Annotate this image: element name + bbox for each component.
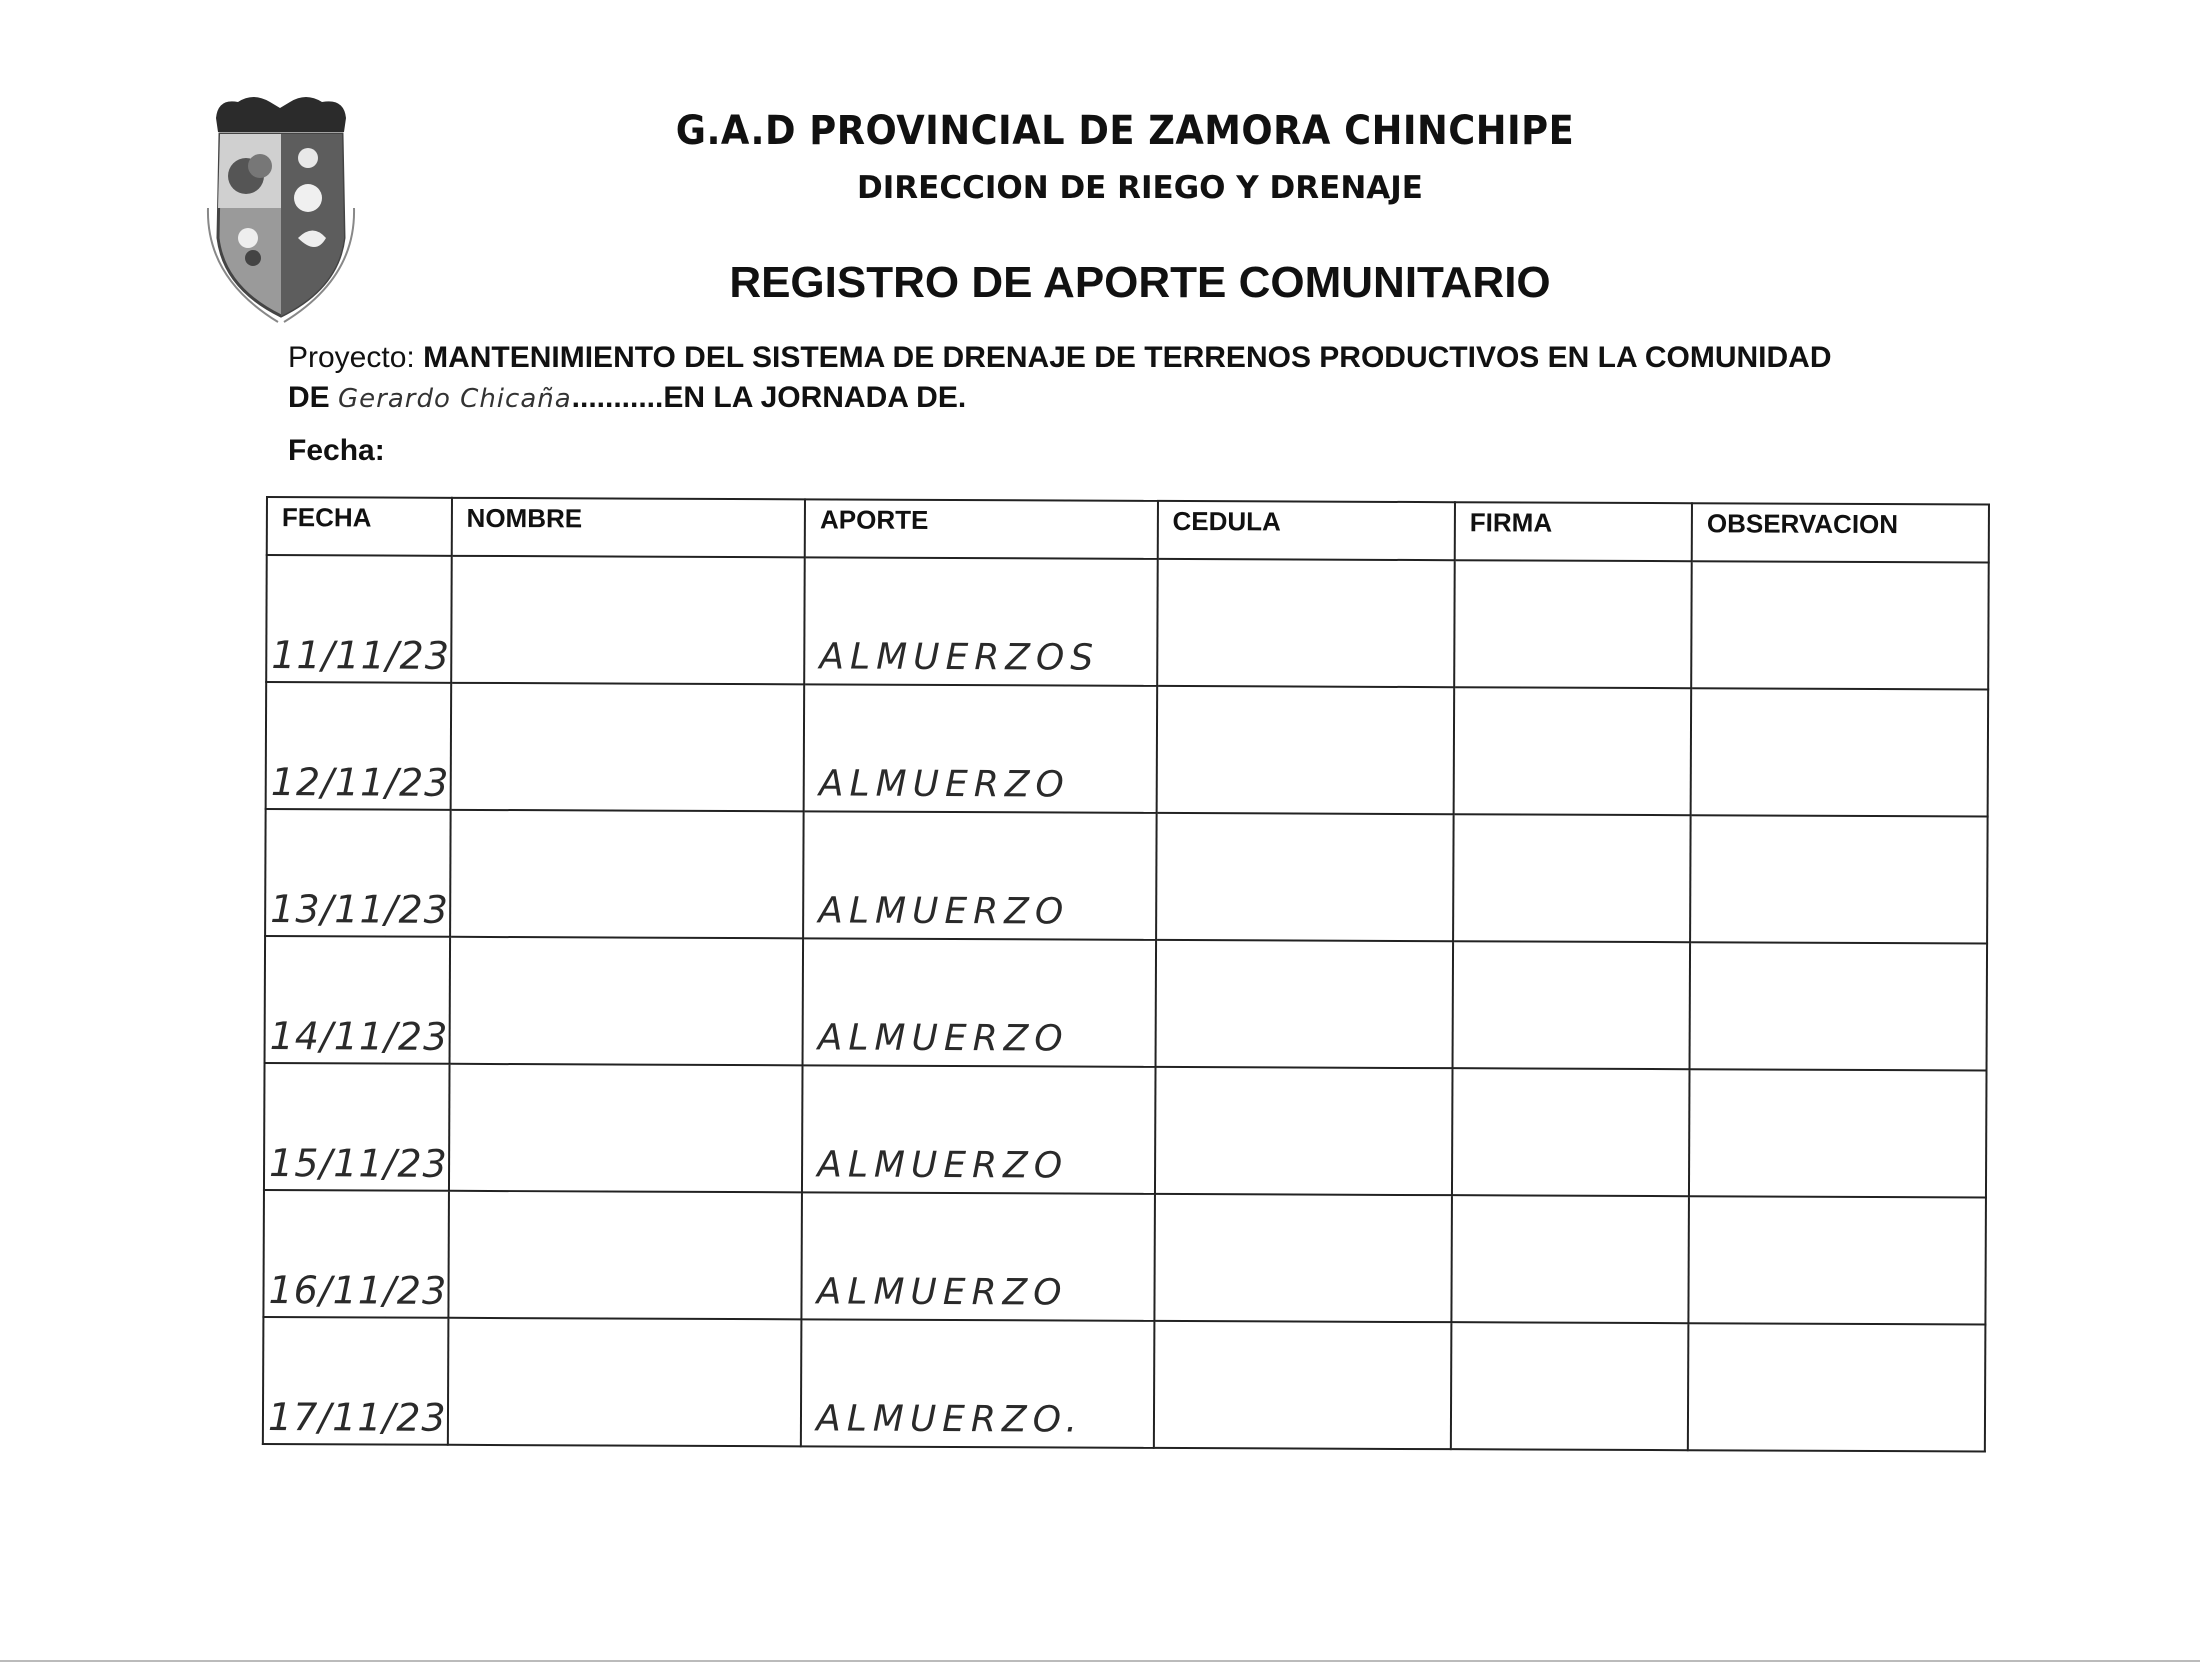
department-subtitle: DIRECCION DE RIEGO Y DRENAJE (857, 170, 1423, 206)
table-header-row (267, 497, 1989, 563)
table-row (263, 1317, 1986, 1452)
cell-firma (1451, 1322, 1689, 1450)
cell-aporte: ALMUERZO (803, 811, 1156, 940)
cell-cedula (1155, 1067, 1453, 1195)
cell-aporte: ALMUERZO (802, 1065, 1155, 1194)
table-row (265, 809, 1988, 944)
cell-nombre (448, 1191, 802, 1320)
table-row (266, 555, 1989, 690)
cell-firma (1454, 687, 1692, 815)
cell-cedula (1153, 1321, 1451, 1449)
cell-cedula (1157, 559, 1455, 687)
cell-fecha: 16/11/23 (263, 1190, 448, 1318)
header-nombre: NOMBRE (451, 498, 805, 558)
cell-aporte: ALMUERZO (804, 684, 1157, 813)
cell-fecha: 13/11/23 (265, 809, 450, 937)
community-handwritten: Gerardo Chicaña (338, 384, 572, 414)
cell-cedula (1156, 813, 1454, 941)
cell-observacion (1691, 688, 1989, 816)
cell-firma (1454, 560, 1692, 688)
organization-title: G.A.D PROVINCIAL DE ZAMORA CHINCHIPE (675, 108, 1575, 154)
cell-observacion (1690, 942, 1988, 1070)
form-title: REGISTRO DE APORTE COMUNITARIO (729, 258, 1551, 307)
table-row (264, 1063, 1987, 1198)
cell-nombre (448, 1318, 802, 1447)
cell-nombre (451, 556, 805, 685)
cell-fecha: 15/11/23 (264, 1063, 449, 1191)
cell-nombre (450, 683, 804, 812)
header-cedula: CEDULA (1157, 501, 1455, 560)
cell-firma (1453, 814, 1691, 942)
project-line (288, 338, 1988, 419)
table-row (266, 682, 1989, 817)
scan-edge-divider (0, 1660, 2200, 1662)
cell-cedula (1154, 1194, 1452, 1322)
cell-nombre (450, 810, 804, 939)
fecha-label: Fecha: (288, 434, 385, 467)
project-de-label: DE (288, 381, 330, 414)
cell-firma (1451, 1195, 1689, 1323)
project-label: Proyecto: (288, 341, 415, 374)
cell-aporte: ALMUERZO. (801, 1319, 1154, 1448)
cell-fecha: 17/11/23 (263, 1317, 448, 1445)
header-fecha: FECHA (267, 497, 452, 556)
cell-aporte: ALMUERZOS (804, 557, 1157, 686)
cell-firma (1452, 941, 1690, 1069)
table-row (263, 1190, 1986, 1325)
cell-nombre (449, 937, 803, 1066)
header-aporte: APORTE (805, 499, 1158, 559)
cell-observacion (1689, 1069, 1987, 1197)
cell-cedula (1155, 940, 1453, 1068)
project-description: MANTENIMIENTO DEL SISTEMA DE DRENAJE DE TERRENOS PRODUCTIVOS EN LA COMUNIDAD (423, 341, 1832, 374)
cell-cedula (1156, 686, 1454, 814)
aporte-table (262, 496, 1990, 1453)
cell-observacion (1688, 1196, 1986, 1324)
cell-observacion (1690, 815, 1988, 943)
cell-aporte: ALMUERZO (803, 938, 1156, 1067)
cell-aporte: ALMUERZO (802, 1192, 1155, 1321)
cell-firma (1452, 1068, 1690, 1196)
cell-fecha: 12/11/23 (266, 682, 451, 810)
project-dots: ........... (571, 381, 664, 414)
cell-nombre (449, 1064, 803, 1193)
table-row (265, 936, 1988, 1071)
cell-fecha: 14/11/23 (265, 936, 450, 1064)
header-firma: FIRMA (1455, 502, 1692, 561)
header-observacion: OBSERVACION (1692, 503, 1989, 562)
cell-observacion (1691, 561, 1989, 689)
cell-observacion (1688, 1323, 1986, 1451)
project-jornada-label: EN LA JORNADA DE. (663, 381, 967, 414)
cell-fecha: 11/11/23 (266, 555, 451, 683)
